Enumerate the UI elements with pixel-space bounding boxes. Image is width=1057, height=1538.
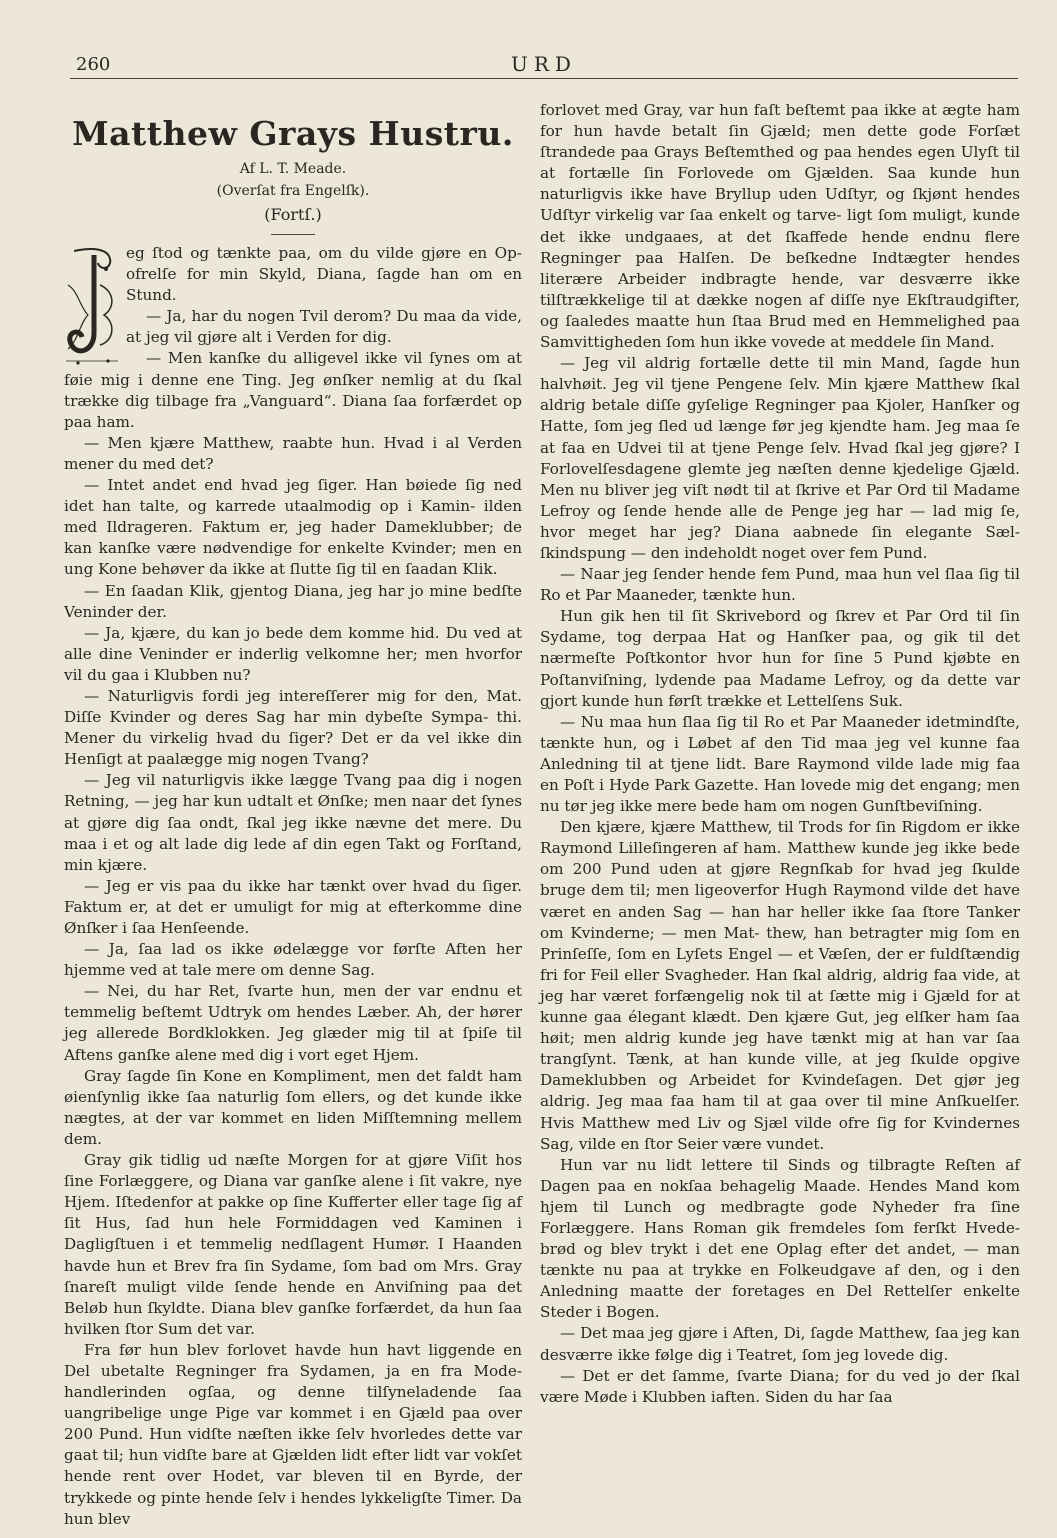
paragraph: Hun var nu lidt lettere til Sinds og tilbragte Reſten af Dagen paa en nokſaa behagelig Maade. Hendes Mand kom hjem til Lunch og medbragte gode Nyheder fra ſine Forlæggere. Hans Roman gik fremdeles ſom ferſkt Hvede- brød og blev trykt i det ene Oplag efter det andet, — man tænkte nu paa at trykke en Folkeudgave af den, og i den Anledning maatte der foretages en Del Rettelſer enkelte Steder i Bogen. — [540, 1155, 1020, 1322]
paragraph: — Men kjære Matthew, raabte hun. Hvad i al Verden mener du med det? — [64, 433, 522, 473]
paragraph: — Naturligvis fordi jeg intereſſerer mig for den, Mat. Diſſe Kvinder og deres Sag har min dybeſte Sympa- thi. Mener du virkelig hvad du ſiger? Det er da vel ikke din Henſigt at paalægge mig nogen Tvang? — [64, 686, 522, 769]
article-byline: Af L. T. Meade. — [239, 161, 347, 177]
paragraph: — Nei, du har Ret, ſvarte hun, men der var endnu et temmelig beſtemt Udtryk om hendes Læber. Ah, der hører jeg allerede Bordklokken. Jeg glæder mig til at ſpiſe til Aftens ganſke alene med dig i vort eget Hjem. — [64, 982, 522, 1064]
paragraph: — En ſaadan Klik, gjentog Diana, jeg har jo mine bedſte Veninder der. — [64, 581, 522, 621]
paragraph: — Det maa jeg gjøre i Aften, Di, ſagde Matthew, ſaa jeg kan desværre ikke følge dig i Teatret, ſom jeg lovede dig. — [540, 1324, 1020, 1364]
paragraph: — Ja, har du nogen Tvil derom? Du maa da vide, at jeg vil gjøre alt i Verden for dig. — [126, 307, 522, 347]
journal-title: URD — [511, 52, 577, 76]
dropcap-j-ornament — [64, 245, 120, 369]
paragraph: — Ja, ſaa lad os ikke ødelægge vor førſte Aften her hjemme ved at tale mere om denne Sag. — [64, 940, 522, 980]
paragraph: Den kjære, kjære Matthew, til Trods for ſin Rigdom er ikke Raymond Lilleſingeren af ham. Matthew kunde jeg ikke bede om 200 Pund uden at gjøre Regnſkab for hvad jeg ſkulde bruge dem til; men ligeoverfor Hugh Raymond vilde det have været en anden Sag — han har heller ikke ſaa ſtore Tanker om Kvinderne; — men Mat- thew, han betragter mig ſom en Prinſeſſe, ſom en Lyſets Engel — et Væſen, der er fuldſtændig fri for Feil eller Svagheder. Han ſkal aldrig, aldrig faa vide, at jeg har været forfængelig nok til at ſætte mig i Gjæld for at kunne gaa élegant klædt. Den kjære Gut, jeg elſker ham ſaa høit; men aldrig kunde jeg have tænkt mig at han var ſaa trangſynt. Tænk, at han kunde ville, at jeg ſkulde opgive Dameklubben og Arbeidet for Kvindeſagen. Det gjør jeg aldrig. Jeg maa faa ham til at gaa over til mine Anſkuelſer. Hvis Matthew med Liv og Sjæl vilde ofre ſig for Kvindernes Sag, vilde en ſtor Seier være vundet. — [540, 818, 1020, 1153]
paragraph: Gray ſagde ſin Kone en Kompliment, men det faldt ham øienſynlig ikke ſaa naturlig ſom ellers, og det kunde ikke nægtes, at der var kommet en liden Miſſtemning mellem dem. — [64, 1066, 522, 1148]
continued-note: (Fortſ.) — [264, 205, 322, 224]
title-divider — [271, 234, 315, 235]
paragraph: — Jeg er vis paa du ikke har tænkt over hvad du ſiger. Faktum er, at det er umuligt for mig at efterkomme dine Ønſker i ſaa Henſeende. — [64, 876, 522, 937]
paragraph: — Jeg vil aldrig fortælle dette til min Mand, ſagde hun halvhøit. Jeg vil tjene Pengene ſelv. Min kjære Matthew ſkal aldrig betale diſſe gyſelige Regninger paa Kjoler, Hanſker og Hatte, ſom jeg ſled ud længe før jeg kjendte ham. Jeg maa ſe at faa en Udvei til at tjene Penge ſelv. Hvad ſkal jeg gjøre? I Forlovelſesdagene glemte jeg næſten denne kjedelige Gjæld. Men nu bliver jeg viſt nødt til at ſkrive et Par Ord til Madame Lefroy og ſende hende alle de Penge jeg har — lad mig ſe, hvor meget har jeg? Diana aabnede ſin elegante Sæl- ſkindspung — den indeholdt noget over fem Pund. — [540, 354, 1020, 562]
paragraph: — Ja, kjære, du kan jo bede dem komme hid. Du ved at alle dine Veninder er inderlig velkomne her; men hvorfor vil du gaa i Klubben nu? — [64, 623, 522, 684]
paragraph: — Nu maa hun ſlaa ſig til Ro et Par Maaneder idetmindſte, tænkte hun, og i Løbet af den Tid maa jeg vel kunne faa Anledning til at tjene lidt. Bare Raymond vilde lade mig faa en Poſt i Hyde Park Gazette. Han lovede mig det engang; men nu tør jeg ikke mere bede ham om nogen Gunſtbeviſning. — [540, 712, 1020, 816]
right-column — [540, 100, 1020, 1408]
paragraph: — Naar jeg ſender hende fem Pund, maa hun vel ſlaa ſig til Ro et Par Maaneder, tænkte hun. — [540, 565, 1020, 605]
page-header — [70, 50, 1018, 79]
paragraph: forlovet med Gray, var hun faſt beſtemt paa ikke at ægte ham for hun havde betalt ſin Gjæld; men dette gode Forſæt ſtrandede paa Grays Beſtemthed og paa hendes egen Ulyſt til at fortælle ſin Forlovede om Gjælden. Saa kunde hun naturligvis ikke have Bryllup uden Udſtyr, og ſkjønt hendes Udſtyr virkelig var ſaa enkelt og tarve- ligt ſom muligt, kunde det ikke undgaaes, at det ſkaffede hende endnu flere Regninger paa Halſen. De beſkedne Indtægter hendes literære Arbeider indbragte hende, var desværre ikke tilſtrækkelige til at dække nogen af diſſe nye Ekſtraudgifter, og ſaaledes maatte hun ſtaa Brud med en Hemmelighed paa Samvittigheden ſom hun ikke vovede at meddele ſin Mand. — [540, 101, 1020, 352]
translation-note: (Overſat fra Engelſk). — [216, 183, 370, 199]
paragraph: — Jeg vil naturligvis ikke lægge Tvang paa dig i nogen Retning, — jeg har kun udtalt et Ønſke; men naar det ſynes at gjøre dig ſaa ondt, ſkal jeg ikke nævne det mere. Du maa i et og alt lade dig lede af din egen Takt og Forſtand, min kjære. — [64, 771, 522, 874]
left-column — [64, 100, 522, 1530]
paragraph: Hun gik hen til ſit Skrivebord og ſkrev et Par Ord til ſin Sydame, tog derpaa Hat og Hanſker paa, og gik til det nærmeſte Poſtkontor hvor hun for ſine 5 Pund kjøbte en Poſtanviſning, lydende paa Madame Lefroy, og da dette var gjort kunde hun førſt trække et Lettelſens Suk. — [540, 607, 1020, 710]
paragraph: eg ſtod og tænkte paa, om du vilde gjøre en Op- ofrelſe for min Skyld, Diana, ſagde han om en Stund. — [126, 244, 522, 305]
article-title: Matthew Grays Hustru. — [72, 114, 514, 153]
paragraph: — Det er det ſamme, ſvarte Diana; for du ved jo der ſkal være Møde i Klubben iaften. Siden du har ſaa — [540, 1366, 1020, 1406]
paragraph: — Men kanſke du alligevel ikke vil ſynes om at føie mig i denne ene Ting. Jeg ønſker nemlig at du ſkal trække dig tilbage fra „Vanguard“. Diana ſaa forfærdet op paa ham. — [64, 349, 522, 431]
paragraph: — Intet andet end hvad jeg ſiger. Han bøiede ſig ned idet han talte, og karrede utaalmodig op i Kamin- ilden med Ildrageren. Faktum er, jeg hader Dameklubber; de kan kanſke være nødvendige for enkelte Kvinder; men en ung Kone behøver da ikke at ſlutte ſig til en ſaadan Klik. — [64, 476, 522, 579]
paragraph: Gray gik tidlig ud næſte Morgen for at gjøre Viſit hos ſine Forlæggere, og Diana var ganſke alene i ſit vakre, nye Hjem. Iſtedenfor at pakke op ſine Kufferter eller tage ſig af ſit Hus, ſad hun hele Formiddagen ved Kaminen i Dagligſtuen i et temmelig nedſlagent Humør. I Haanden havde hun et Brev fra ſin Sydame, ſom bad om Mrs. Gray ſnareſt muligt vilde ſende hende en Anviſning paa det Beløb hun ſkyldte. Diana blev ganſke forfærdet, da hun ſaa hvilken ſtor Sum det var. — [64, 1151, 522, 1338]
paragraph: Fra før hun blev forlovet havde hun havt liggende en Del ubetalte Regninger fra Sydamen, ja en fra Mode- handlerinden ogſaa, og denne tilſyneladende ſaa uangribelige unge Pige var kommet i en Gjæld paa over 200 Pund. Hun vidſte næſten ikke ſelv hvorledes dette var gaat til; hun vidſte bare at Gjælden lidt efter lidt var vokſet hende rent over Hodet, var bleven til en Byrde, der trykkede og pinte hende ſelv i hendes lykkeligſte Timer. Da hun blev — [64, 1340, 522, 1528]
page-number: 260 — [76, 54, 111, 75]
